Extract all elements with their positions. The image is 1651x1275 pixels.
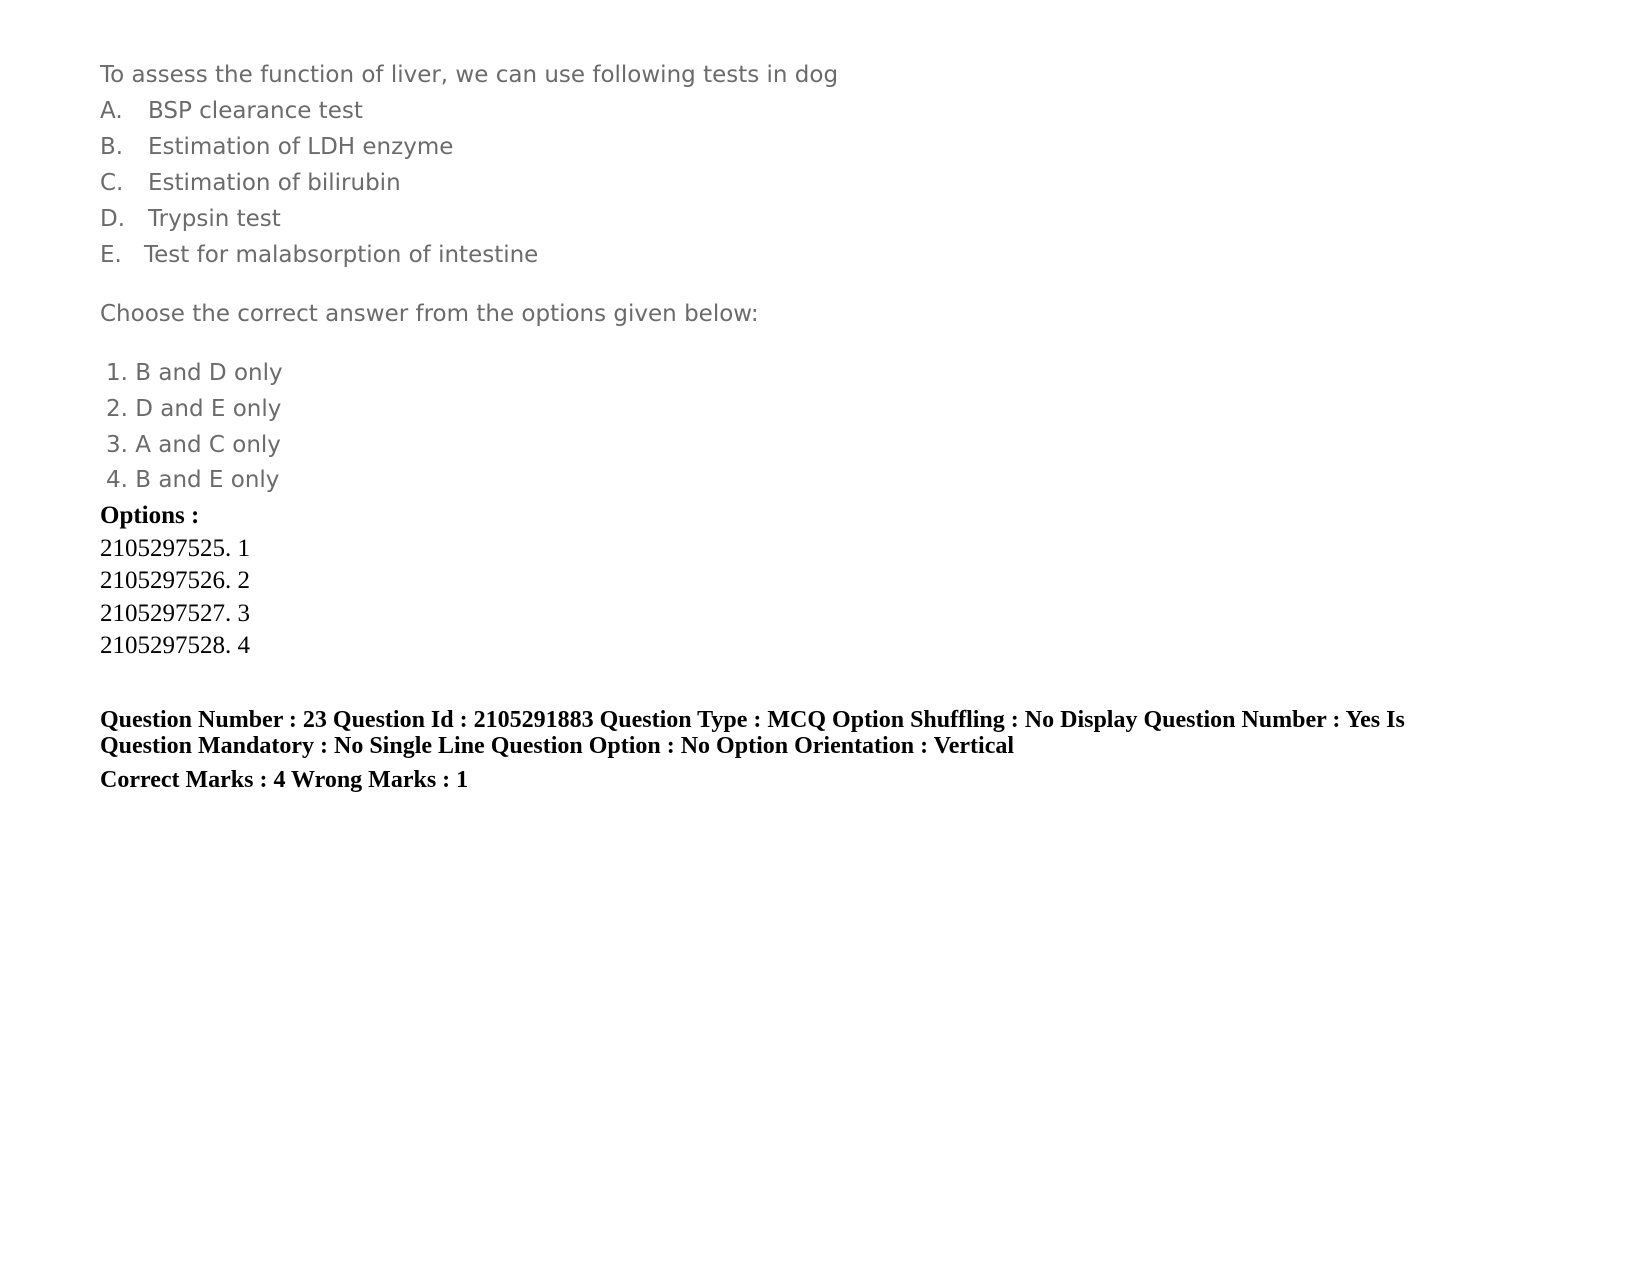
question-meta-line-1: Question Number : 23 Question Id : 2105291883 Question Type : MCQ Option Shuffling : No Display Question Number : Yes Is <box>100 707 1405 733</box>
statement-e <box>100 242 538 268</box>
statement-text: Trypsin test <box>148 206 281 232</box>
option-item-1: 2105297525. 1 <box>100 535 250 562</box>
statement-text: Estimation of bilirubin <box>148 170 401 196</box>
statement-text: Estimation of LDH enzyme <box>148 134 454 160</box>
choice-2: 2. D and E only <box>106 396 282 422</box>
options-heading: Options : <box>100 502 200 529</box>
option-item-4: 2105297528. 4 <box>100 632 250 659</box>
statement-b <box>100 134 453 160</box>
statement-letter: A. <box>100 98 123 124</box>
statement-a <box>100 98 363 124</box>
option-item-3: 2105297527. 3 <box>100 600 250 627</box>
statement-text: BSP clearance test <box>148 98 363 124</box>
statement-d <box>100 206 281 232</box>
marks-line: Correct Marks : 4 Wrong Marks : 1 <box>100 767 469 793</box>
question-meta-line-2: Question Mandatory : No Single Line Question Option : No Option Orientation : Vertical <box>100 733 1015 759</box>
statement-letter: C. <box>100 170 124 196</box>
option-item-2: 2105297526. 2 <box>100 567 250 594</box>
question-stem: To assess the function of liver, we can use following tests in dog <box>100 62 839 88</box>
statement-c <box>100 170 401 196</box>
choice-1: 1. B and D only <box>106 360 283 386</box>
choice-3: 3. A and C only <box>106 432 281 458</box>
statement-letter: E. <box>100 242 122 268</box>
statement-letter: D. <box>100 206 126 232</box>
statement-text: Test for malabsorption of intestine <box>144 242 539 268</box>
choice-4: 4. B and E only <box>106 467 280 493</box>
statement-letter: B. <box>100 134 124 160</box>
answer-instruction: Choose the correct answer from the options given below: <box>100 301 759 327</box>
